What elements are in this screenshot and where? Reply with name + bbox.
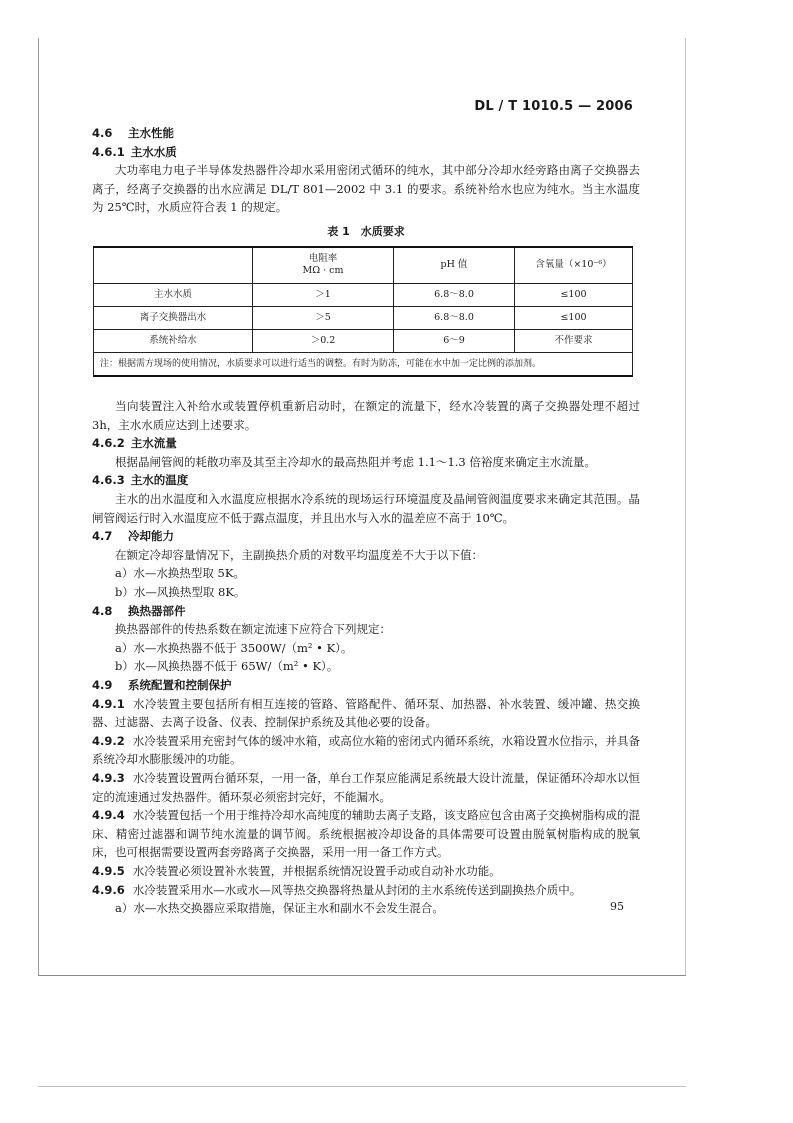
bottom-rule bbox=[38, 1086, 686, 1087]
paragraph: 根据晶闸管阀的耗散功率及其至主冷却水的最高热阻并考虑 1.1～1.3 倍裕度来确定主水流量。 bbox=[115, 454, 596, 469]
water-quality-table bbox=[93, 246, 633, 378]
table-note: 注：根据需方现场的使用情况，水质要求可以进行适当的调整。有时为防冻，可能在水中加一定比例的添加剂。 bbox=[94, 353, 633, 377]
clause-4-9-3: 4.9.3 水冷装置设置两台循环泵，一用一备，单台工作泵应能满足系统最大设计流量，保证循环冷却水以恒定的流速通过发热器件。循环泵必须密封完好，不能漏水。 bbox=[92, 770, 640, 804]
table-title: 表 1 水质要求 bbox=[327, 224, 405, 238]
clause-4-9-4: 4.9.4 水冷装置包括一个用于维持冷却水高纯度的辅助去离子支路，该支路应包含由离子交换树脂构成的混床、精密过滤器和调节纯水流量的调节阀。系统根据被冷却设备的具体需要可设置由脱氧树脂构成的脱氧床，也可根据需要设置两套旁路离子交换器，采用一用一备工作方式。 bbox=[92, 808, 641, 860]
clause-4-9-6: 4.9.6 水冷装置采用水—水或水—风等热交换器将热量从封闭的主水系统传送到副换热介质中。 bbox=[92, 882, 582, 897]
section-heading-4-6-2: 4.6.2 主水流量 bbox=[92, 436, 177, 451]
paragraph: 当向装置注入补给水或装置停机重新启动时，在额定的流量下，经水冷装置的离子交换器处理不超过 3h，主水水质应达到上述要求。 bbox=[92, 399, 640, 432]
table-header-cell: 含氧量（×10⁻⁶） bbox=[515, 247, 633, 284]
table-cell: 不作要求 bbox=[515, 330, 633, 353]
scan-border-left bbox=[38, 38, 39, 976]
table-cell: 6.8～8.0 bbox=[394, 307, 515, 330]
table-header-cell: 电阻率 MΩ · cm bbox=[253, 247, 394, 284]
paragraph: 在额定冷却容量情况下，主副换热介质的对数平均温度差不大于以下值： bbox=[115, 547, 483, 562]
table-cell: 系统补给水 bbox=[94, 330, 253, 353]
table-cell: 主水水质 bbox=[94, 284, 253, 307]
list-item: b）水—风换热器不低于 65W/（m² • K）。 bbox=[115, 659, 339, 674]
standard-code: DL / T 1010.5 — 2006 bbox=[474, 99, 633, 114]
paragraph: 大功率电力电子半导体发热器件冷却水采用密闭式循环的纯水，其中部分冷却水经旁路由离子交换器去离子，经离子交换器的出水应满足 DL/T 801—2002 中 3.1 的要求。系统补给水也应为纯水。当主水温度为 25℃时，水质应符合表 1 的规定。 bbox=[92, 163, 641, 215]
table-cell: ＞5 bbox=[253, 307, 394, 330]
table-cell: ＞0.2 bbox=[253, 330, 394, 353]
table-row bbox=[94, 284, 633, 307]
table-cell: ＞1 bbox=[253, 284, 394, 307]
clause-4-9-5: 4.9.5 水冷装置必须设置补水装置，并根据系统情况设置手动或自动补水功能。 bbox=[92, 863, 501, 878]
scan-border-bottom bbox=[38, 975, 686, 976]
table-cell: ≤100 bbox=[515, 307, 633, 330]
section-heading-4-6-1: 4.6.1 主水水质 bbox=[92, 144, 177, 159]
section-heading-4-8: 4.8 换热器部件 bbox=[92, 603, 186, 618]
paragraph: 主水的出水温度和入水温度应根据水冷系统的现场运行环境温度及晶闸管阀温度要求来确定其范围。晶闸管阀运行时入水温度应不低于露点温度，并且出水与入水的温差应不高于 10℃。 bbox=[92, 492, 640, 525]
table-row bbox=[94, 330, 633, 353]
list-item: a）水—水换热器不低于 3500W/（m² • K）。 bbox=[115, 640, 353, 655]
table-cell: 6～9 bbox=[394, 330, 515, 353]
list-item: b）水—风换热型取 8K。 bbox=[115, 585, 246, 599]
section-heading-4-6: 4.6 主水性能 bbox=[92, 126, 174, 140]
section-heading-4-6-3: 4.6.3 主水的温度 bbox=[92, 473, 189, 488]
clause-4-9-2: 4.9.2 水冷装置采用充密封气体的缓冲水箱，或高位水箱的密闭式内循环系统，水箱设置水位指示，并具备系统冷却水膨胀缓冲的功能。 bbox=[92, 733, 640, 767]
table-cell: ≤100 bbox=[515, 284, 633, 307]
table-row bbox=[94, 307, 633, 330]
scan-border-right bbox=[685, 38, 686, 976]
clause-4-9-1: 4.9.1 水冷装置主要包括所有相互连接的管路、管路配件、循环泵、加热器、补水装置、缓冲罐、热交换器、过滤器、去离子设备、仪表、控制保护系统及其他必要的设备。 bbox=[92, 696, 640, 730]
page-number: 95 bbox=[610, 900, 624, 913]
document-body bbox=[92, 124, 640, 918]
section-heading-4-9: 4.9 系统配置和控制保护 bbox=[92, 677, 232, 692]
paragraph: 换热器部件的传热系数在额定流速下应符合下列规定： bbox=[115, 622, 391, 637]
table-header-row bbox=[94, 247, 633, 284]
list-item: a）水—水热交换器应采取措施，保证主水和副水不会发生混合。 bbox=[115, 901, 444, 916]
table-header-cell: pH 值 bbox=[394, 247, 515, 284]
list-item: a）水—水换热型取 5K。 bbox=[115, 566, 245, 581]
table-note-row bbox=[94, 353, 633, 377]
table-cell: 离子交换器出水 bbox=[94, 307, 253, 330]
section-heading-4-7: 4.7 冷却能力 bbox=[92, 529, 174, 544]
table-cell: 6.8～8.0 bbox=[394, 284, 515, 307]
table-header-cell bbox=[94, 247, 253, 284]
